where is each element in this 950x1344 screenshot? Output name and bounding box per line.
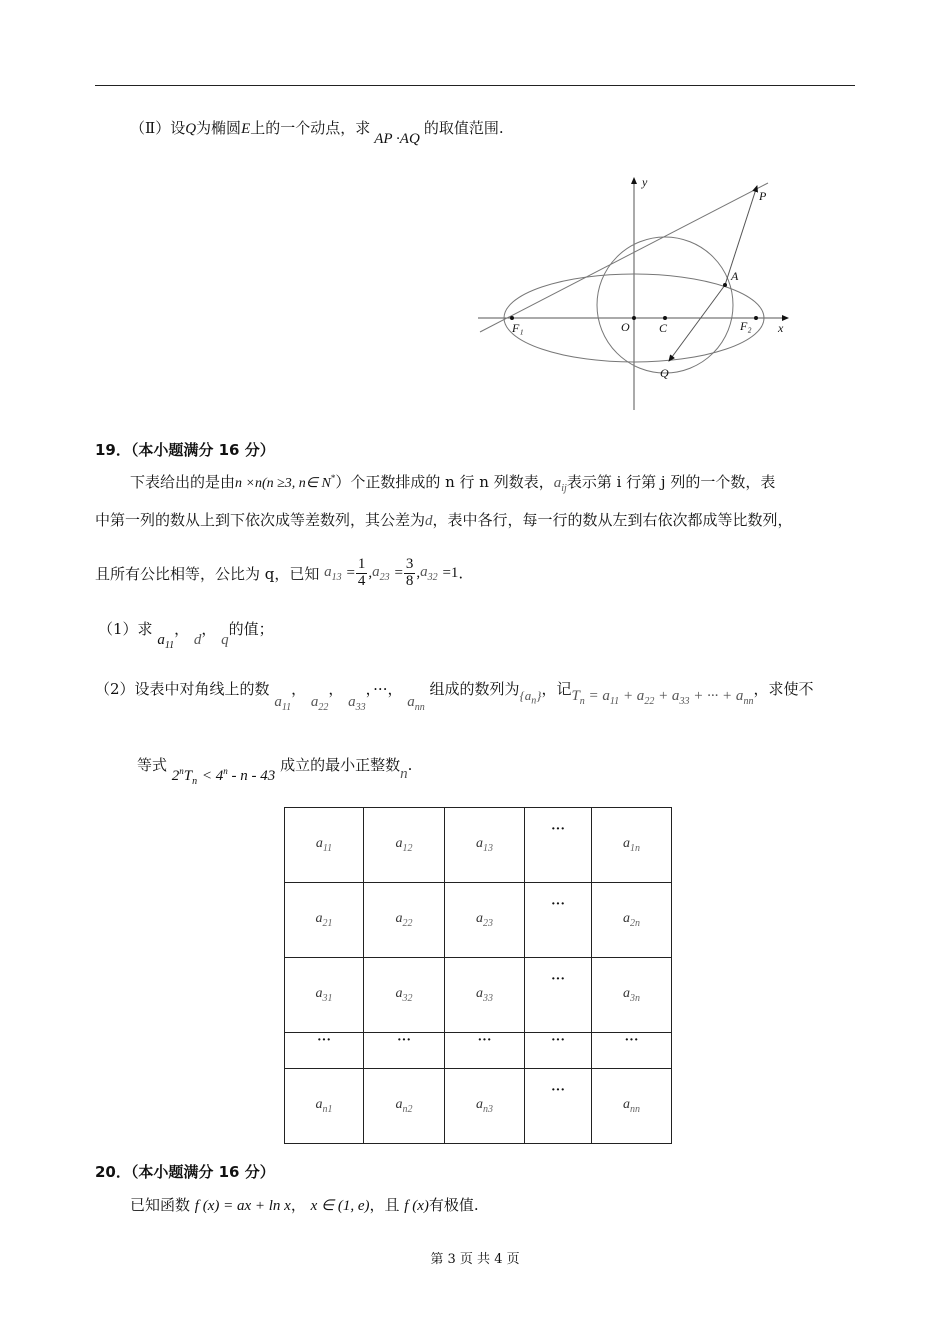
point-f2 <box>754 316 758 320</box>
q19-line3: 且所有公比相等，公比为 q，已知 $a_{13}$ = $\frac{1}{4}$ $,a_{23}$ = $\frac{3}{8}$ $,a_{32} =1$. <box>95 556 464 589</box>
table-cell: ··· <box>525 1033 592 1069</box>
table-cell: $a_{23}$ <box>445 883 525 958</box>
q19-line1: 下表给出的是由n ×n(n ≥3, n∈ N*）个正数排成的 n 行 n 列数表，$a_{ij}$表示第 i 行第 j 列的一个数，表 <box>130 473 776 494</box>
point-f1 <box>510 316 514 320</box>
table-row <box>285 958 672 1033</box>
label-o: O <box>621 320 630 334</box>
table-cell: $a_{21}$ <box>285 883 364 958</box>
part2-line: （Ⅱ）设Q为椭圆E上的一个动点，求AP ·AQ的取值范围. <box>130 119 504 147</box>
number-table <box>284 807 672 1144</box>
table-cell: ··· <box>525 808 592 883</box>
table-cell: $a_{1n}$ <box>592 808 672 883</box>
table-cell: ··· <box>525 883 592 958</box>
label-a: A <box>731 269 739 283</box>
table-cell: $a_{12}$ <box>364 808 445 883</box>
table-cell: ··· <box>364 1033 445 1069</box>
frac-3-8: $\frac{3}{8}$ <box>405 556 414 589</box>
table-cell: $a_{nn}$ <box>592 1069 672 1144</box>
table-cell: $a_{n1}$ <box>285 1069 364 1144</box>
label-f1: F₁ <box>512 321 524 335</box>
q19-sub1: （1）求 $a_{11}$， d， q的值； <box>98 620 274 651</box>
point-o <box>632 316 636 320</box>
table-cell: $a_{13}$ <box>445 808 525 883</box>
q19-line2: 中第一列的数从上到下依次成等差数列，其公差为d，表中各行，每一行的数从左到右依次都成等比数列， <box>95 511 793 529</box>
table-cell: $a_{22}$ <box>364 883 445 958</box>
table-cell: ··· <box>445 1033 525 1069</box>
table-cell: ··· <box>592 1033 672 1069</box>
table-cell: $a_{n3}$ <box>445 1069 525 1144</box>
point-a <box>723 283 727 287</box>
table-row <box>285 1033 672 1069</box>
table-cell: ··· <box>525 958 592 1033</box>
table-row <box>285 1069 672 1144</box>
frac-1-4: $\frac{1}{4}$ <box>357 556 366 589</box>
table-cell: $a_{n2}$ <box>364 1069 445 1144</box>
table-cell: ··· <box>285 1033 364 1069</box>
q20-line: 已知函数 f (x) = ax + ln x， x ∈ (1, e)，且 f (x)有极值. <box>130 1196 479 1214</box>
q19-heading: 19．（本小题满分 16 分） <box>95 441 275 459</box>
label-c: C <box>659 321 668 335</box>
q19-inequality: 等式 $2^nT_n < 4^n - n - 43$ 成立的最小正整数n. <box>137 756 413 787</box>
table-row <box>285 883 672 958</box>
label-x: x <box>778 321 784 335</box>
label-q: Q <box>660 366 669 380</box>
table-cell: $a_{33}$ <box>445 958 525 1033</box>
tangent-line <box>480 183 768 332</box>
header-rule <box>95 85 855 86</box>
q19-sub2: （2）设表中对角线上的数 $a_{11}$， $a_{22}$， $a_{33}$，···， $a_{nn}$ 组成的数列为$\{a_n\}$，记$T_n = a_{11} + a_{22} + a_{33}$ + ··· + $a_{nn}$，求使不 <box>95 680 814 713</box>
q20-heading: 20．（本小题满分 16 分） <box>95 1163 275 1181</box>
table-cell: $a_{31}$ <box>285 958 364 1033</box>
label-p: P <box>759 189 767 203</box>
ray-ap <box>725 186 757 285</box>
table-row <box>285 808 672 883</box>
ellipse-figure <box>470 165 800 415</box>
table-cell: $a_{3n}$ <box>592 958 672 1033</box>
label-y: y <box>642 175 648 189</box>
table-cell: $a_{2n}$ <box>592 883 672 958</box>
label-f2: F₂ <box>740 319 752 333</box>
table-cell: ··· <box>525 1069 592 1144</box>
table-cell: $a_{11}$ <box>285 808 364 883</box>
page-footer: 第 3 页 共 4 页 <box>430 1252 520 1267</box>
vector-expr: AP ·AQ <box>374 131 420 147</box>
table-cell: $a_{32}$ <box>364 958 445 1033</box>
point-c <box>663 316 667 320</box>
